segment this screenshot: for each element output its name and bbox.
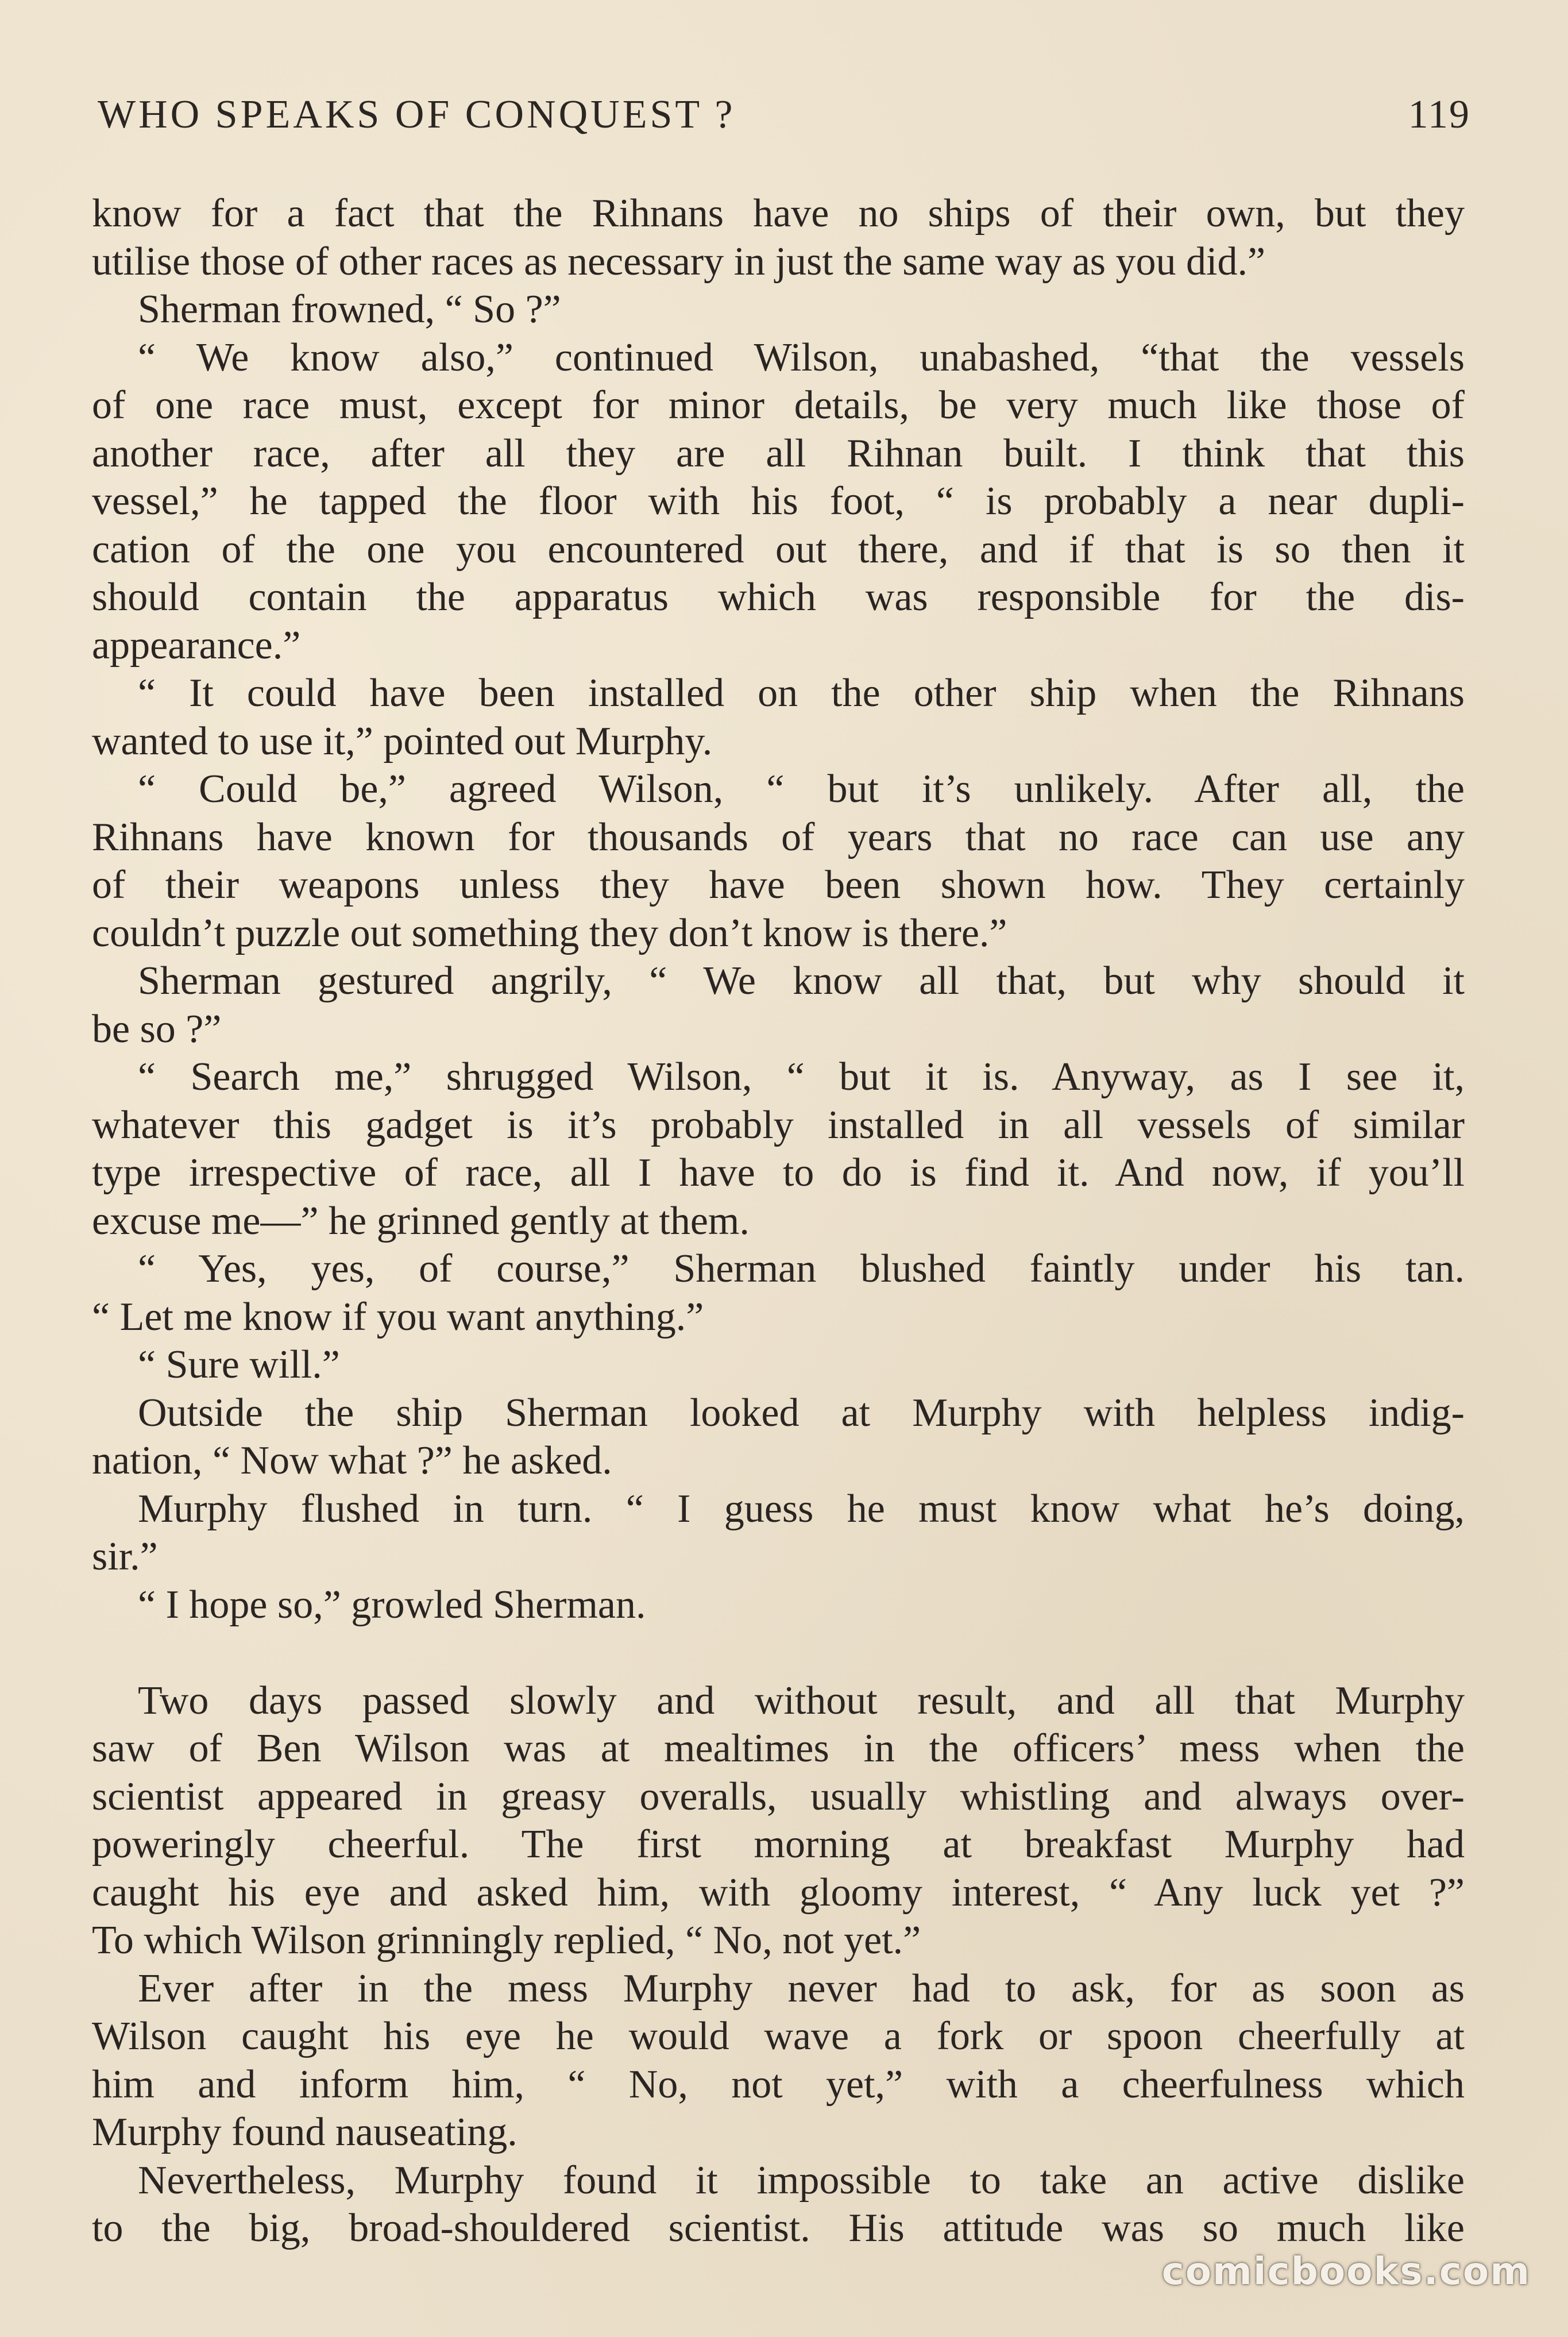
text-line: sir.” xyxy=(92,1534,158,1579)
text-line: “ We know also,” continued Wilson, unabashed, “that the vessels xyxy=(138,335,1465,380)
section-break xyxy=(92,1629,1465,1677)
text-line: know for a fact that the Rihnans have no ships of their own, but they xyxy=(92,191,1465,236)
text-line: should contain the apparatus which was responsible for the dis- xyxy=(92,575,1465,619)
text-line: “ I hope so,” growled Sherman. xyxy=(138,1582,646,1627)
text-line: Sherman frowned, “ So ?” xyxy=(138,287,561,331)
text-line: saw of Ben Wilson was at mealtimes in the officers’ mess when the xyxy=(92,1726,1465,1771)
watermark: comicbooks.com xyxy=(1161,2249,1531,2293)
text-line: him and inform him, “ No, not yet,” with a cheerfulness which xyxy=(92,2062,1465,2107)
text-line: Murphy flushed in turn. “ I guess he must know what he’s doing, xyxy=(138,1486,1465,1531)
text-line: nation, “ Now what ?” he asked. xyxy=(92,1439,612,1483)
text-line: Ever after in the mess Murphy never had to ask, for as soon as xyxy=(138,1966,1465,2011)
text-line: to the big, broad-shouldered scientist. His attitude was so much like xyxy=(92,2206,1465,2250)
text-line: another race, after all they are all Rihnan built. I think that this xyxy=(92,431,1465,476)
text-line: of their weapons unless they have been shown how. They certainly xyxy=(92,863,1465,907)
text-line: be so ?” xyxy=(92,1006,222,1051)
text-line: Rihnans have known for thousands of years that no race can use any xyxy=(92,815,1465,859)
text-line: couldn’t puzzle out something they don’t know is there.” xyxy=(92,911,1007,955)
text-line: “ Search me,” shrugged Wilson, “ but it is. Anyway, as I see it, xyxy=(138,1055,1465,1099)
text-line: Two days passed slowly and without result, and all that Murphy xyxy=(138,1678,1465,1723)
running-head xyxy=(98,92,1470,144)
body-text xyxy=(92,190,1465,2253)
text-line: whatever this gadget is it’s probably installed in all vessels of similar xyxy=(92,1102,1465,1147)
text-line: Outside the ship Sherman looked at Murphy with helpless indig- xyxy=(138,1390,1465,1435)
text-line: appearance.” xyxy=(92,623,301,668)
text-line: “ It could have been installed on the other ship when the Rihnans xyxy=(138,671,1465,715)
text-line: vessel,” he tapped the floor with his foot, “ is probably a near dupli- xyxy=(92,479,1465,523)
text-line: type irrespective of race, all I have to do is find it. And now, if you’ll xyxy=(92,1151,1465,1195)
text-line: poweringly cheerful. The first morning at breakfast Murphy had xyxy=(92,1822,1465,1866)
page-number: 119 xyxy=(1408,92,1470,137)
text-line: Nevertheless, Murphy found it impossible to take an active dislike xyxy=(138,2158,1465,2203)
text-line: To which Wilson grinningly replied, “ No, not yet.” xyxy=(92,1918,921,1962)
text-line: scientist appeared in greasy overalls, usually whistling and always over- xyxy=(92,1774,1465,1819)
text-line: cation of the one you encountered out there, and if that is so then it xyxy=(92,527,1465,572)
text-line: “ Yes, yes, of course,” Sherman blushed faintly under his tan. xyxy=(138,1247,1465,1291)
text-line: wanted to use it,” pointed out Murphy. xyxy=(92,719,713,763)
text-line: utilise those of other races as necessary in just the same way as you did.” xyxy=(92,239,1266,284)
text-line: caught his eye and asked him, with gloomy interest, “ Any luck yet ?” xyxy=(92,1870,1465,1915)
text-line: “ Sure will.” xyxy=(138,1343,340,1387)
chapter-title: WHO SPEAKS OF CONQUEST ? xyxy=(98,92,736,137)
text-line: of one race must, except for minor details, be very much like those of xyxy=(92,383,1465,427)
text-line: Murphy found nauseating. xyxy=(92,2110,517,2154)
text-line: Wilson caught his eye he would wave a fork or spoon cheerfully at xyxy=(92,2014,1465,2058)
text-line: “ Let me know if you want anything.” xyxy=(92,1294,704,1339)
text-line: excuse me—” he grinned gently at them. xyxy=(92,1198,750,1243)
text-line: Sherman gestured angrily, “ We know all that, but why should it xyxy=(138,959,1465,1003)
text-line: “ Could be,” agreed Wilson, “ but it’s unlikely. After all, the xyxy=(138,767,1465,811)
